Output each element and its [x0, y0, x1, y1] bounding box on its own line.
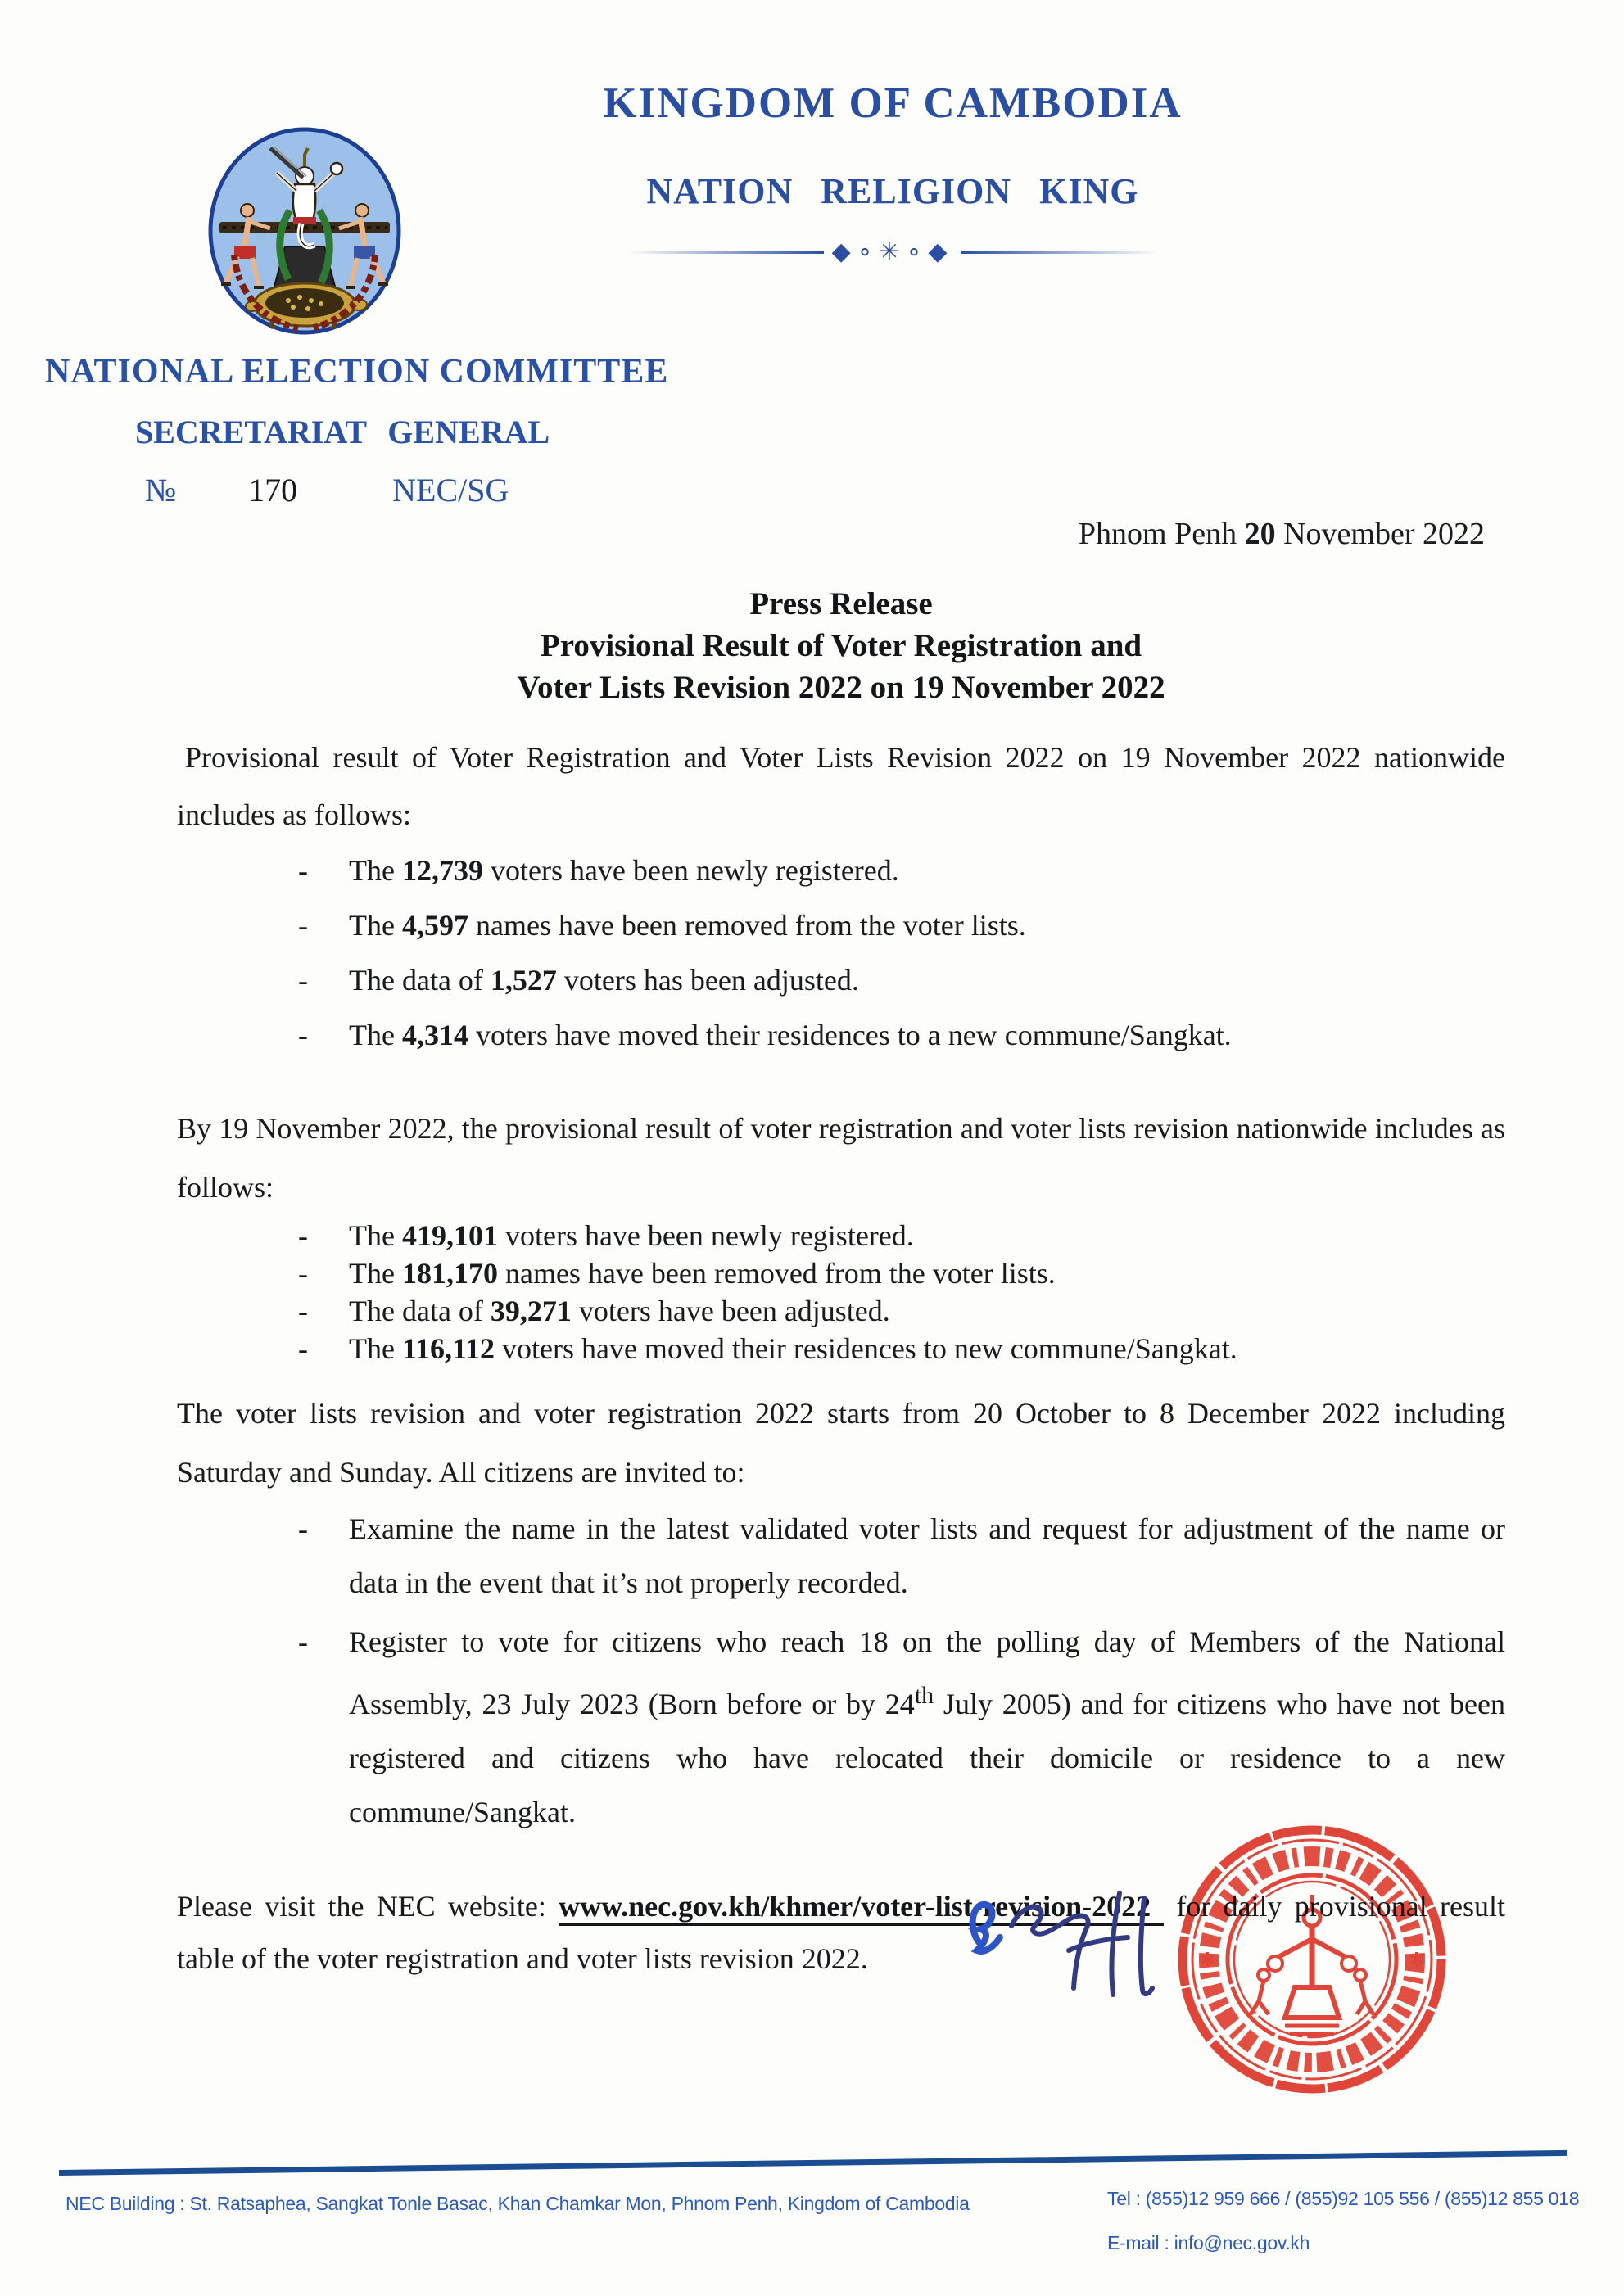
document-body [177, 729, 1505, 1985]
item-number: 419,101 [401, 1219, 498, 1252]
item-text: names have been removed from the voter lists. [497, 1257, 1056, 1290]
title-line-3: Voter Lists Revision 2022 on 19 November 2022 [517, 670, 1165, 705]
item-text: The [349, 854, 402, 887]
item-text: The [349, 1332, 402, 1365]
cumulative-result-list [177, 1217, 1505, 1367]
item-number: 4,597 [401, 909, 468, 942]
title-line-1: Press Release [749, 586, 933, 621]
date-rest: November 2022 [1275, 517, 1485, 551]
footer-email: E-mail : info@nec.gov.kh [1107, 2232, 1310, 2253]
item-text: Register to vote for citizens who reach 18 on the polling day of Members of the National Assembly, 23 July 2023 (Born before or by 24 [349, 1625, 1505, 1720]
document-title [177, 583, 1505, 708]
paragraph-schedule: The voter lists revision and voter registration 2022 starts from 20 October to 8 December 2022 including Saturday and Sunday. All citizens are invited to: [177, 1397, 1505, 1489]
ornament-line-right [961, 251, 1158, 254]
nec-emblem-logo [206, 125, 403, 337]
title-line-2: Provisional Result of Voter Registration and [540, 628, 1142, 663]
nec-red-seal-stamp [1174, 1819, 1450, 2099]
bullet-dash-icon: - [298, 1019, 308, 1051]
item-text: The [349, 1257, 402, 1290]
item-number: 4,314 [401, 1019, 468, 1051]
kingdom-title: KINGDOM OF CAMBODIA [603, 79, 1183, 127]
list-item [177, 1330, 1505, 1367]
ref-number: 170 [248, 472, 298, 508]
item-text: The data of [349, 1295, 491, 1327]
invitation-list [177, 1502, 1505, 1839]
bullet-dash-icon: - [298, 1295, 308, 1327]
bullet-dash-icon: - [298, 1257, 308, 1290]
bullet-dash-icon: - [298, 909, 308, 942]
ref-symbol: № [145, 472, 177, 508]
bullet-dash-icon: - [298, 964, 308, 997]
bullet-dash-icon: - [298, 1625, 308, 1658]
list-item [177, 1254, 1505, 1292]
closing-text: Please visit the NEC website: [177, 1890, 559, 1923]
paragraph-daily-result: Provisional result of Voter Registration and Voter Lists Revision 2022 on 19 November 2022 nationwide includes as follows: [177, 741, 1505, 831]
item-text: Examine the name in the latest validated voter lists and request for adjustment of the name or data in the event that it’s not properly recorded. [349, 1512, 1505, 1599]
item-text: The data of [349, 964, 491, 997]
daily-result-list [177, 843, 1505, 1063]
list-item [177, 953, 1505, 1008]
list-item [177, 1615, 1505, 1839]
item-number: 12,739 [401, 854, 483, 887]
letterhead [491, 79, 1294, 264]
item-text: voters has been adjusted. [556, 964, 859, 997]
ornament-glyphs-icon: ◆∘✳∘◆ [831, 237, 954, 266]
ornament-divider [491, 237, 1294, 266]
item-text: names have been removed from the voter lists. [468, 909, 1026, 942]
item-number: 181,170 [401, 1257, 498, 1290]
footer-address: NEC Building : St. Ratsaphea, Sangkat Tonle Basac, Khan Chamkar Mon, Phnom Penh, Kingdom of Cambodia [66, 2193, 970, 2214]
ordinal-superscript: th [914, 1682, 934, 1709]
item-text: voters have been adjusted. [571, 1295, 890, 1327]
list-item [177, 1502, 1505, 1610]
reference-number-line [145, 471, 668, 509]
bullet-dash-icon: - [298, 854, 308, 887]
list-item [177, 898, 1505, 953]
list-item [177, 1292, 1505, 1330]
item-text: voters have been newly registered. [482, 854, 899, 887]
item-text: voters have been newly registered. [497, 1219, 914, 1252]
footer-telephone: Tel : (855)12 959 666 / (855)92 105 556 / (855)12 855 018 [1107, 2188, 1580, 2209]
date-day: 20 [1244, 517, 1276, 551]
org-block [45, 352, 668, 509]
list-item [177, 1217, 1505, 1254]
footer-divider-rule [59, 2150, 1567, 2176]
item-number: 39,271 [490, 1295, 572, 1327]
list-item [177, 843, 1505, 898]
list-item [177, 1008, 1505, 1063]
date-line [1079, 516, 1485, 552]
closing-text: for daily provisional result table of the voter registration and voter lists revision 2022. [177, 1890, 1506, 1975]
nec-website-link[interactable]: www.nec.gov.kh/khmer/voter-list-revision-2022 [559, 1890, 1164, 1926]
bullet-dash-icon: - [298, 1219, 308, 1252]
paragraph-cumulative-result: By 19 November 2022, the provisional result of voter registration and voter lists revision nationwide includes as follows: [177, 1112, 1505, 1204]
item-text: The [349, 1219, 402, 1252]
org-subtitle: SECRETARIAT GENERAL [135, 414, 550, 450]
item-text: voters have moved their residences to a new commune/Sangkat. [468, 1019, 1232, 1051]
motto-title: NATION RELIGION KING [646, 171, 1139, 211]
item-text: The [349, 1019, 402, 1051]
ref-suffix: NEC/SG [392, 472, 509, 508]
org-name: NATIONAL ELECTION COMMITTEE [45, 353, 669, 391]
item-text: voters have moved their residences to new commune/Sangkat. [495, 1332, 1237, 1365]
date-city: Phnom Penh [1078, 517, 1245, 551]
ornament-line-left [627, 251, 824, 254]
bullet-dash-icon: - [298, 1332, 308, 1365]
item-number: 116,112 [401, 1332, 495, 1365]
item-number: 1,527 [490, 964, 557, 997]
item-text: The [349, 909, 402, 942]
item-text: July 2005) and for citizens who have not been registered and citizens who have relocated their domicile or residence to a new commune/Sangkat. [349, 1688, 1505, 1828]
bullet-dash-icon: - [298, 1512, 308, 1545]
handwritten-signature [959, 1865, 1188, 2017]
